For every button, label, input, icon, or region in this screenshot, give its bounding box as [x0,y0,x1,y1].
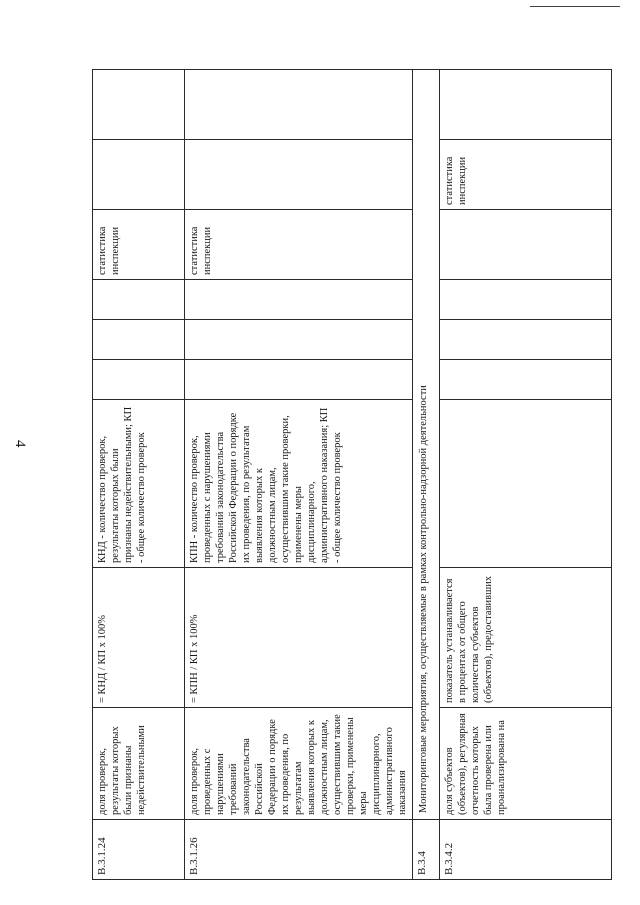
indicator-name: доля проверок, проведенных с нарушениями требований законодательства Российской Федерации о порядке их проведения, по результатам выявления которых к должностным лицам, осуществившим такие проверки, применены меры дисциплинарного, административного наказания [185,708,413,820]
indicator-formula: = КНД / КП х 100% [93,568,185,708]
empty-cell [185,140,413,210]
indicator-name: доля субъектов (объектов), регулярная отчетность которых была проверена или проанализирована на [440,708,612,820]
table-row [93,70,185,880]
empty-cell [93,140,185,210]
indicator-code: В.3.1.26 [185,820,413,880]
indicator-source: статистика инспекции [185,210,413,280]
indicator-description: КПН - количество проверок, проведенных с нарушениями требований законодательства Российской Федерации о порядке их проведения, по результатам выявления которых к должностным лицам, осуществившим такие проверки, применены меры дисциплинарного, административного наказания; КП - общее количество проверок [185,400,413,568]
table-row [185,70,413,880]
indicator-code: В.3.1.24 [93,820,185,880]
indicators-table-wrapper [92,70,560,880]
empty-cell [440,320,612,360]
empty-cell [93,280,185,320]
empty-cell [440,280,612,320]
indicators-table [92,69,612,880]
empty-cell [185,70,413,140]
indicator-description: КНД - количество проверок, результаты которых были признаны недействительными; КП - общее количество проверок [93,400,185,568]
empty-cell [93,360,185,400]
section-title: Мониторинговые мероприятия, осуществляемые в рамках контрольно-надзорной деятельности [413,70,440,820]
indicator-formula: показатель устанавливается в процентах от общего количества субъектов (объектов), предоставивших [440,568,612,708]
indicator-description [440,400,612,568]
indicator-formula: = КПН / КП х 100% [185,568,413,708]
empty-cell [185,280,413,320]
empty-cell [93,70,185,140]
empty-cell [185,360,413,400]
indicator-name: доля проверок, результаты которых были признаны недействительными [93,708,185,820]
section-code: В.3.4 [413,820,440,880]
table-row [440,70,612,880]
section-row [413,70,440,880]
indicator-source: статистика инспекции [93,210,185,280]
header-rule [530,6,620,7]
indicator-source: статистика инспекции [440,140,612,210]
empty-cell [440,70,612,140]
page-number: 4 [12,440,28,448]
empty-cell [440,210,612,280]
empty-cell [185,320,413,360]
indicator-code: В.3.4.2 [440,820,612,880]
empty-cell [93,320,185,360]
empty-cell [440,360,612,400]
